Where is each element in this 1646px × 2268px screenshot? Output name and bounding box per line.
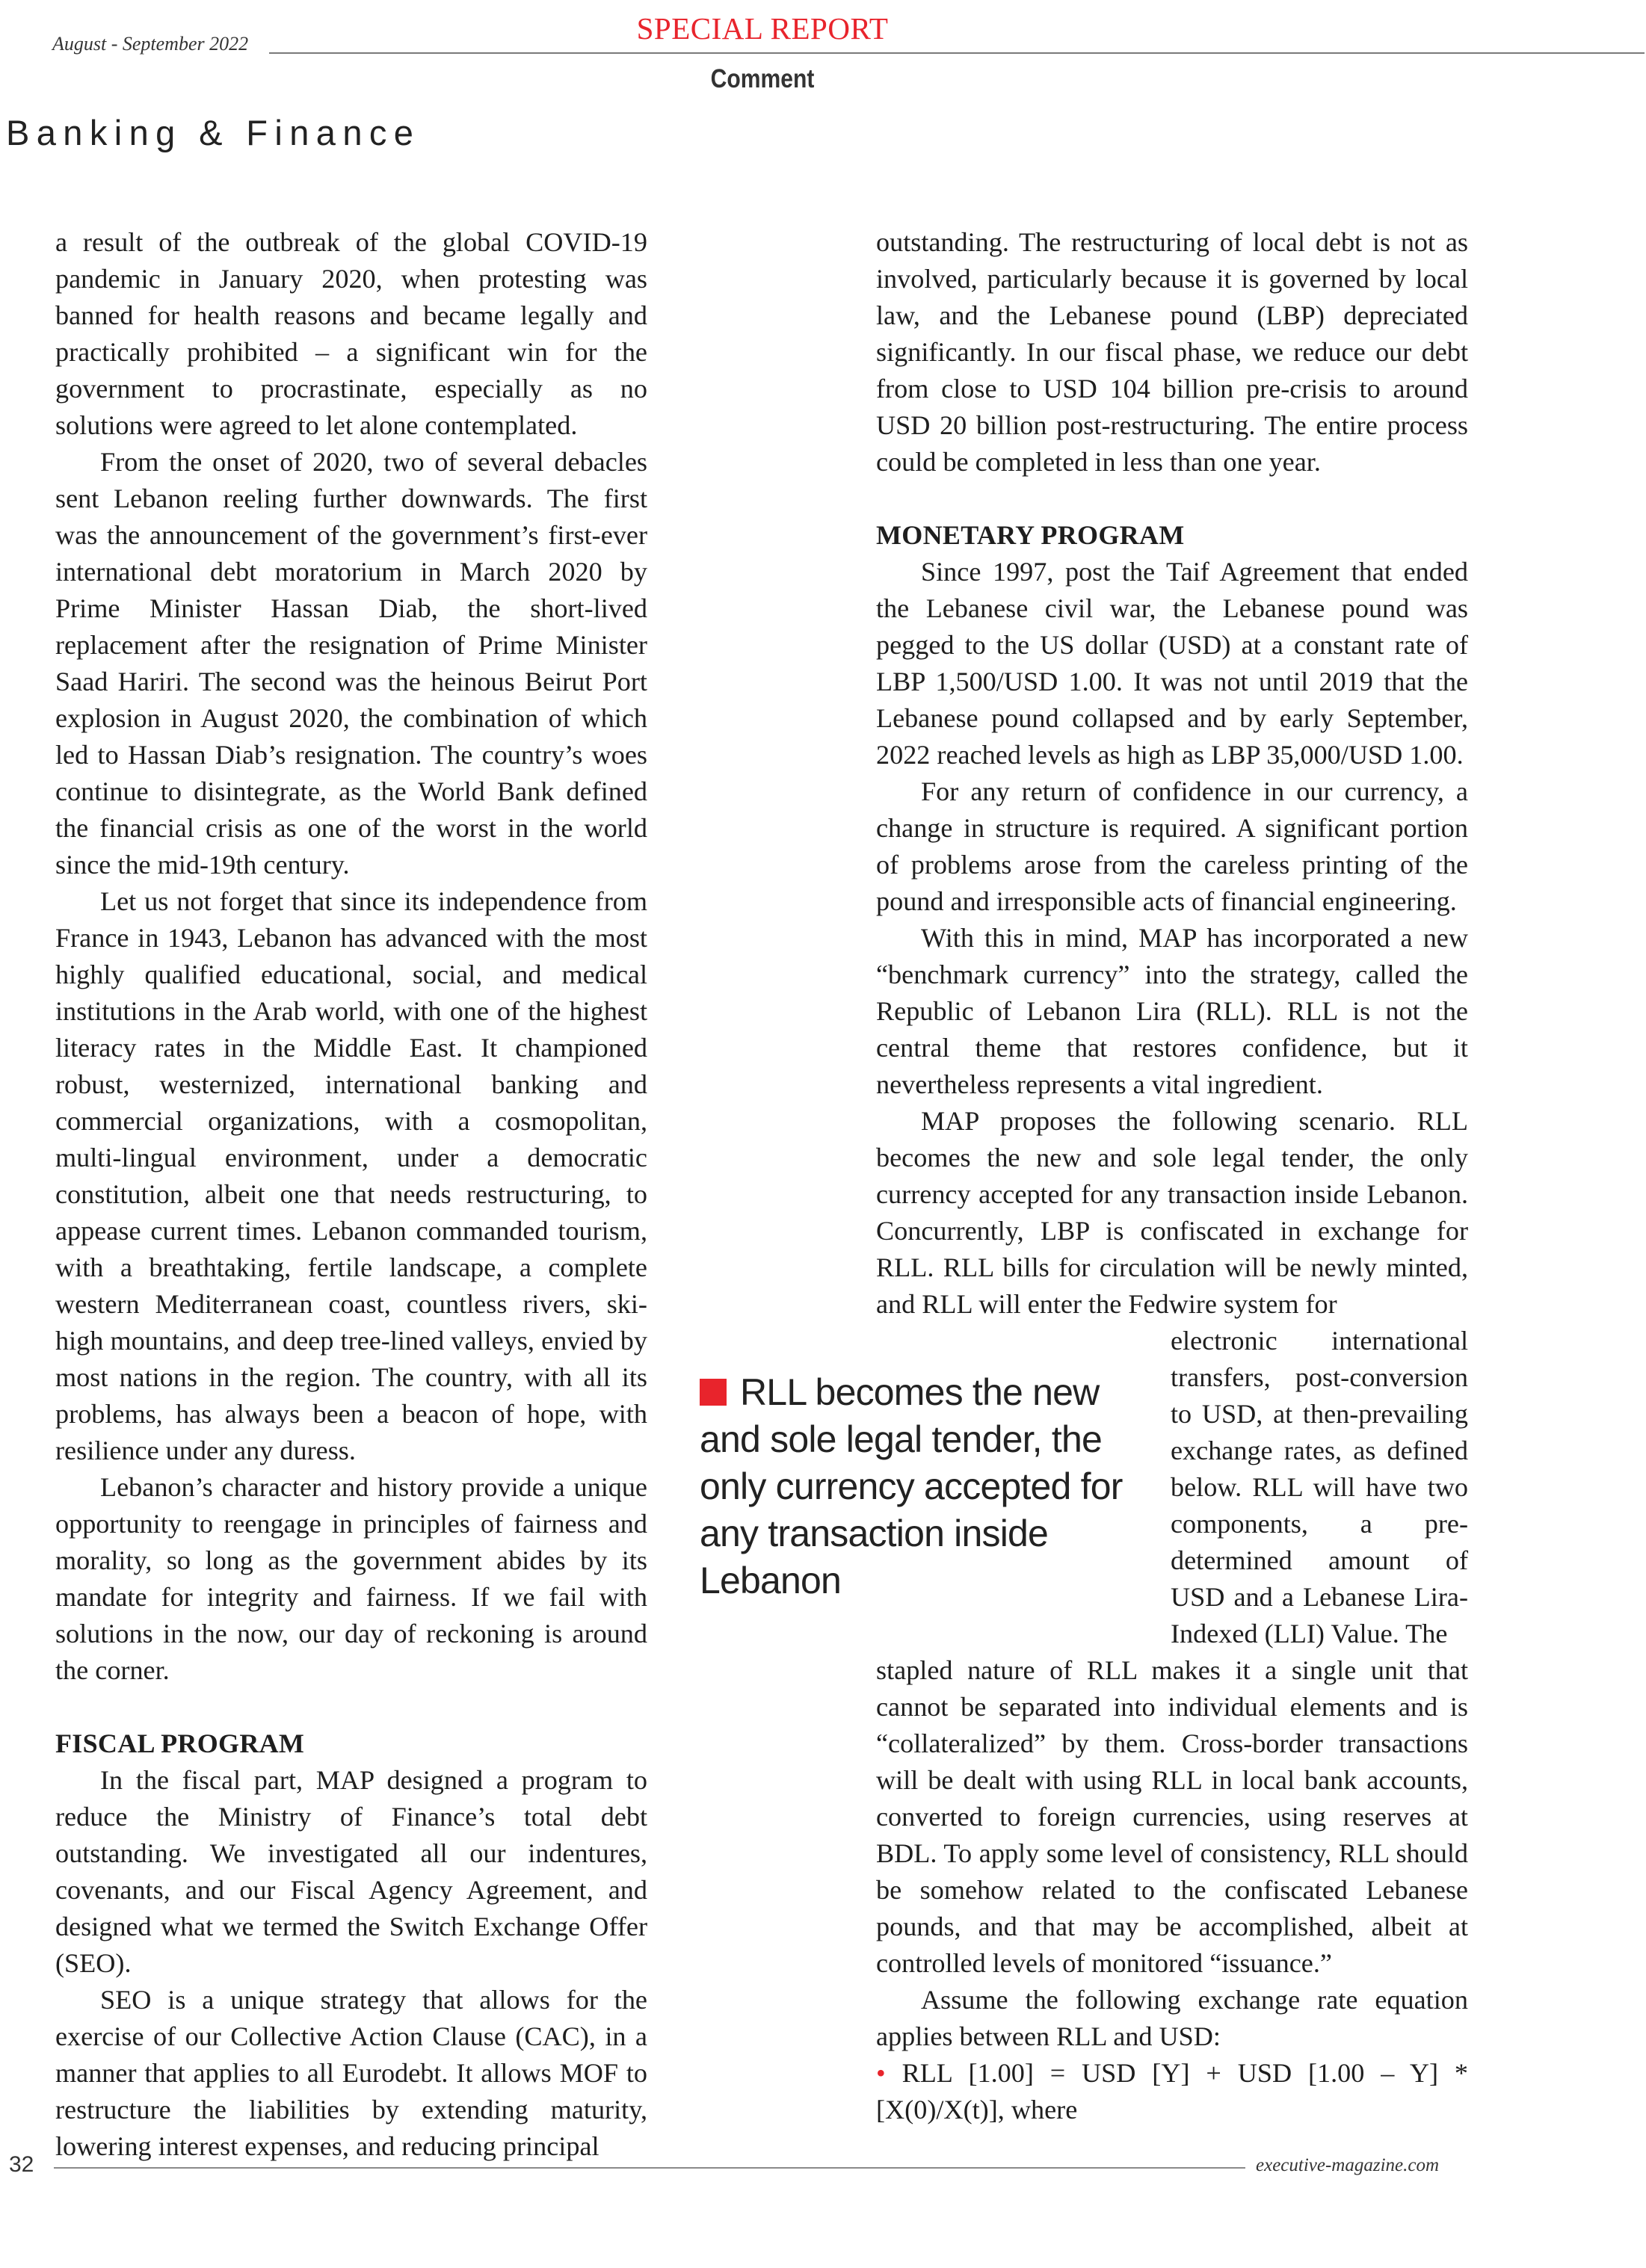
monetary-program-heading: MONETARY PROGRAM — [876, 520, 1185, 550]
paragraph: SEO is a unique strategy that allows for the exercise of our Collective Action Clause (CAC), in a manner that applies to all Eurodebt. It allows MOF to restructure the liabilities by extending maturity, lowering interest expenses, and reducing principal — [55, 1985, 647, 2161]
footer-rule — [54, 2167, 1245, 2169]
red-square-icon — [700, 1379, 727, 1406]
paragraph: From the onset of 2020, two of several debacles sent Lebanon reeling further downwards. The first was the announcement of the government’s first-ever international debt moratorium in March 2020 by Prime Minister Hassan Diab, the short-lived replacement after the resignation of Prime Minister Saad Hariri. The second was the heinous Beirut Port explosion in August 2020, the combination of which led to Hassan Diab’s resignation. The country’s woes continue to disintegrate, as the World Bank defined the financial crisis as one of the worst in the world since the mid-19th century. — [55, 447, 647, 880]
paragraph: Let us not forget that since its independence from France in 1943, Lebanon has advanced with the most highly qualified educational, social, and medical institutions in the Arab world, with one of the highest literacy rates in the Middle East. It championed robust, westernized, international banking and commercial organizations, with a cosmopolitan, multi-lingual environment, under a democratic constitution, albeit one that needs restructuring, to appease current times. Lebanon commanded tourism, with a breathtaking, fertile landscape, a complete western Mediterranean coast, countless rivers, ski-high mountains, and deep tree-lined valleys, envied by most nations in the region. The country, with all its problems, has always been a beacon of hope, with resilience under any duress. — [55, 886, 647, 1465]
spacer — [55, 1689, 647, 1725]
paragraph: MAP proposes the following scenario. RLL becomes the new and sole legal tender, the only currency accepted for any transaction inside Lebanon. Concurrently, LBP is confiscated in exchange for RLL. RLL bills for circulation will be newly minted, and RLL will enter the Fedwire system for — [876, 1106, 1468, 1319]
issue-date: August - September 2022 — [52, 33, 249, 55]
spacer — [876, 481, 1468, 517]
paragraph: stapled nature of RLL makes it a single unit that cannot be separated into individual elements and is “collateralized” by them. Cross-border transactions will be dealt with using RLL in local bank accounts, converted to foreign currencies, using reserves at BDL. To apply some level of consistency, RLL should be somehow related to the confiscated Lebanese pounds, and that may be accomplished, albeit at controlled levels of monitored “issuance.” — [876, 1655, 1468, 1978]
paragraph-wrap: electronic international transfers, post-conversion to USD, at then-prevailing exchange rates, as defined below. RLL will have two components, a pre-determined amount of USD and a Lebanese Lira-Indexed (LLI) Value. The — [1171, 1326, 1468, 1649]
equation-text: RLL [1.00] = USD [Y] + USD [1.00 – Y] * [X(0)/X(t)], where — [876, 2058, 1469, 2125]
pull-quote-text: RLL becomes the new and sole legal tender, the only currency accepted for any transaction inside Lebanon — [700, 1371, 1123, 1601]
paragraph: For any return of confidence in our currency, a change in structure is required. A significant portion of problems arose from the careless printing of the pound and irresponsible acts of financial engineering. — [876, 776, 1468, 916]
fiscal-program-heading: FISCAL PROGRAM — [55, 1728, 305, 1758]
website-url: executive-magazine.com — [1256, 2155, 1440, 2175]
equation-bullet — [876, 2055, 1468, 2128]
page-number: 32 — [9, 2152, 34, 2177]
comment-label: Comment — [710, 64, 815, 93]
paragraph: Lebanon’s character and history provide a unique opportunity to reengage in principles of fairness and morality, so long as the government abides by its mandate for integrity and fairness. If we fail with solutions in the now, our day of reckoning is around the corner. — [55, 1472, 647, 1685]
section-title: Banking & Finance — [6, 113, 421, 152]
paragraph: a result of the outbreak of the global COVID-19 pandemic in January 2020, when protesting was banned for health reasons and became legally and practically prohibited – a significant win for the government to procrastinate, especially as no solutions were agreed to let alone contemplated. — [55, 227, 647, 440]
bullet-icon: • — [876, 2058, 886, 2088]
paragraph: outstanding. The restructuring of local debt is not as involved, particularly because it is governed by local law, and the Lebanese pound (LBP) depreciated significantly. In our fiscal phase, we reduce our debt from close to USD 104 billion pre-crisis to around USD 20 billion post-restructuring. The entire process could be completed in less than one year. — [876, 227, 1468, 477]
left-column — [55, 224, 647, 2165]
pull-quote — [700, 1369, 1133, 1604]
right-column — [876, 224, 1468, 2128]
paragraph: With this in mind, MAP has incorporated a new “benchmark currency” into the strategy, called the Republic of Lebanon Lira (RLL). RLL is not the central theme that restores confidence, but it nevertheless represents a vital ingredient. — [876, 923, 1468, 1099]
paragraph: Since 1997, post the Taif Agreement that ended the Lebanese civil war, the Lebanese pound was pegged to the US dollar (USD) at a constant rate of LBP 1,500/USD 1.00. It was not until 2019 that the Lebanese pound collapsed and by early September, 2022 reached levels as high as LBP 35,000/USD 1.00. — [876, 557, 1468, 770]
paragraph: Assume the following exchange rate equation applies between RLL and USD: — [876, 1985, 1468, 2051]
header-rule — [269, 52, 1645, 54]
paragraph: In the fiscal part, MAP designed a program to reduce the Ministry of Finance’s total debt outstanding. We investigated all our indentures, covenants, and our Fiscal Agency Agreement, and designed what we termed the Switch Exchange Offer (SEO). — [55, 1765, 647, 1978]
special-report-label: SPECIAL REPORT — [636, 11, 889, 46]
